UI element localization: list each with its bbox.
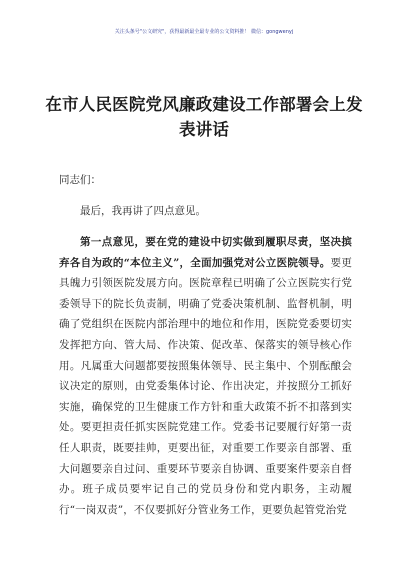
paragraph-bold-lead: 第一点意见，要在党的建设中切实做到履职尽责，坚决摈弃各自为政的“本位主义”，全面加强党对公立医院领导。	[59, 236, 352, 269]
body-paragraph	[59, 232, 352, 520]
document-title: 在市人民医院党风廉政建设工作部署会上发表讲话	[45, 95, 363, 139]
paragraph-text: 要更具魄力引领医院发展方向。医院章程已明确了公立医院实行党委领导下的院长负责制，明确了党委决策机制、监督机制，明确了党组织在医院内部治理中的地位和作用，医院党委要切实发挥把方向、管大局、作决策、促改革、保落实的领导核心作用。凡属重大问题都要按照集体领导、民主集中、个别酝酿会议决定的原则，由党委集体讨论、作出决定，并按照分工抓好实施，确保党的卫生健康工作方针和重大政策不折不扣落到实处。要更担责任抓实医院党建工作。党委书记要履行好第一责任人职责，既要挂帅，更要出征，对重要工作要亲自部署、重大问题要亲自过问、重要环节要亲自协调、重要案件要亲自督办。班子成员要牢记自己的党员身份和党内职务，主动履行“一岗双责”，不仅要抓好分管业务工作，更要负起管党治党	[59, 256, 352, 516]
salutation: 同志们：	[59, 174, 101, 186]
top-banner: 关注头条号"公文研究"，获得最新最全最专业的公文资料推！ 微信：gongwenyj	[114, 29, 294, 35]
lead-paragraph: 最后，我再讲了四点意见。	[80, 205, 206, 217]
